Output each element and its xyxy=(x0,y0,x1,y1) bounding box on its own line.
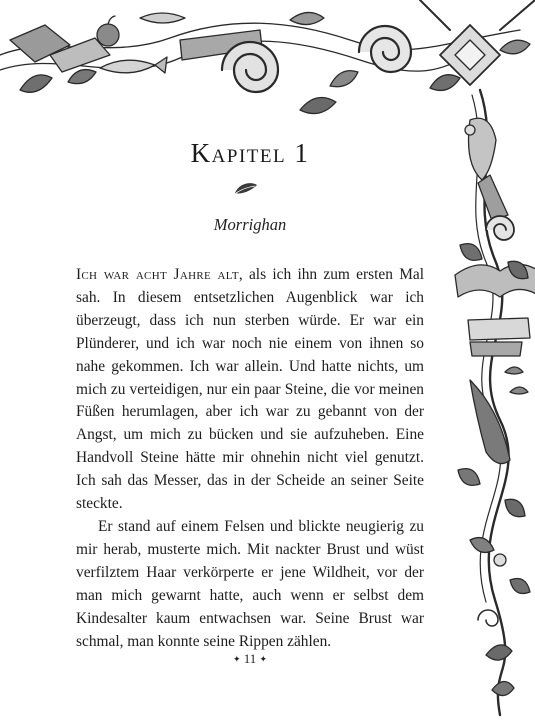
paragraph-text: , als ich ihn zum ersten Mal sah. In diesem entsetzlichen Augenblick war ich überzeugt, dass ich nun sterben würde. Er war ein Plünderer, und ich war noch nie einem von ihnen so nahe gekommen. Ich war allein. Und hatte nichts, um mich zu verteidigen, nur ein paar Steine, die vor meinen Füßen herumlagen, aber ich war zu gebannt von der Angst, um mich zu bücken und sie aufzuheben. Eine Handvoll Steine hätte mir ohnehin nicht viel genutzt. Ich sah das Messer, das in der Scheide an seiner Seite steckte. xyxy=(76,266,424,513)
page-number-footer xyxy=(0,651,500,667)
four-point-star-icon: ✦ xyxy=(232,654,241,664)
lead-in-text: Ich war acht Jahre alt xyxy=(76,266,239,283)
page-number: 11 xyxy=(243,651,257,666)
chapter-title: Kapitel 1 xyxy=(190,138,310,168)
four-point-star-icon: ✦ xyxy=(259,654,268,664)
paragraph: Er stand auf einem Felsen und blickte neugierig zu mir herab, musterte mich. Mit nackter Brust und wüst verfilztem Haar verkörperte er jene Wildheit, vor der man mich gewarnt hatte, auch wenn er selbst dem Kindesalter kaum entwachsen war. Seine Brust war schmal, man konnte seine Rippen zählen. xyxy=(76,517,424,650)
leaf-icon xyxy=(233,181,259,197)
chapter-body xyxy=(76,264,424,653)
chapter-subtitle: Morrighan xyxy=(213,215,287,234)
paragraph xyxy=(76,264,424,516)
